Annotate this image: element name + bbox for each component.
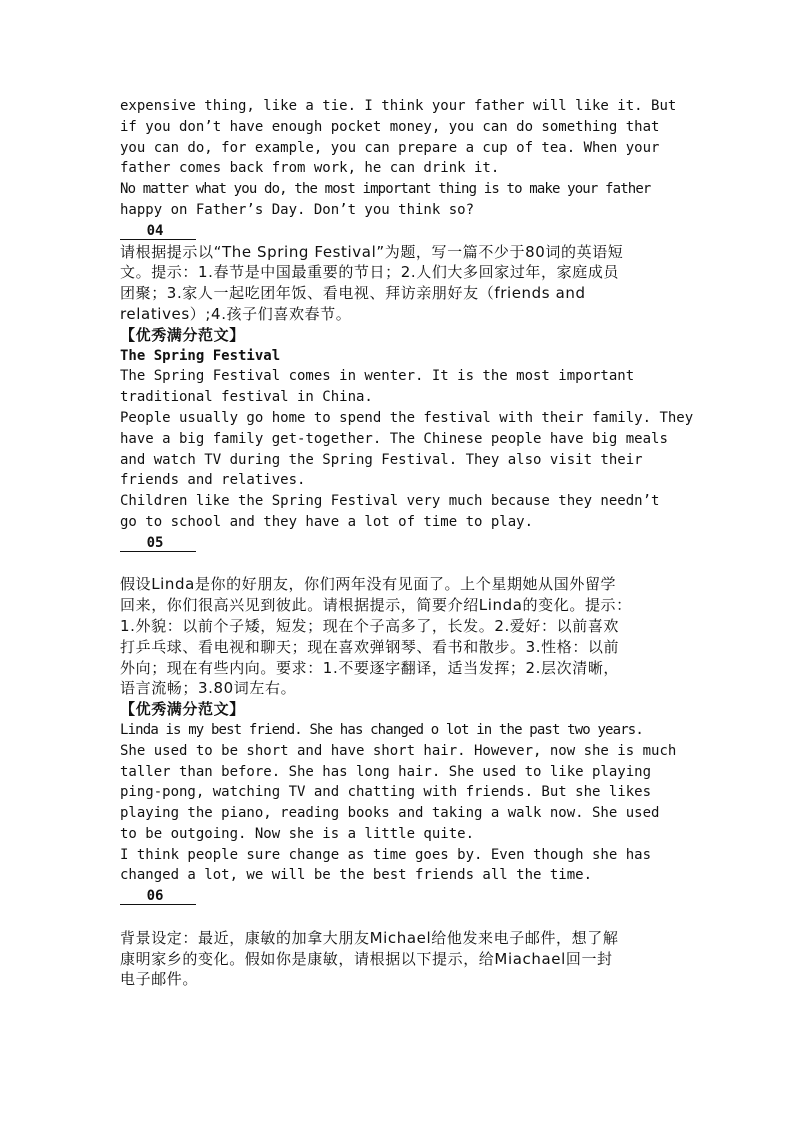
q06-prompt-line: 电子邮件。 [120,970,199,989]
q05-prompt-line: 外向；现在有些内向。要求：1.不要逐字翻译，适当发挥；2.层次清晰， [120,658,620,677]
q06-prompt-line: 康明家乡的变化。假如你是康敏，请根据以下提示，给Miachael回一封 [120,949,613,968]
question-number-04 [120,221,690,242]
q04-essay-line: and watch TV during the Spring Festival. They also visit their [120,451,643,468]
intro-line: happy on Father’s Day. Don’t you think so? [120,201,475,218]
q04-essay-line: The Spring Festival comes in wenter. It is the most important [120,368,635,385]
q05-essay-line: changed a lot, we will be the best friends all the time. [120,867,593,884]
q05-essay-line: Linda is my best friend. She has changed o lot in the past two years. [120,721,643,738]
intro-line: No matter what you do, the most important thing is to make your father [120,181,651,198]
question-number: 04 [120,223,196,240]
q05-essay-line: playing the piano, reading books and taking a walk now. She used [120,805,660,822]
q05-prompt-line: 语言流畅；3.80词左右。 [120,679,297,698]
q04-prompt-line: 团聚；3.家人一起吃团年饭、看电视、拜访亲朋好友（friends and [120,284,586,303]
intro-line: if you don’t have enough pocket money, you can do something that [120,118,660,135]
q05-essay-line: I think people sure change as time goes by. Even though she has [120,846,652,863]
q05-essay-line: ping-pong, watching TV and chatting with friends. But she likes [120,784,652,801]
question-number: 06 [120,888,196,905]
q05-prompt-line: 打乒乓球、看电视和聊天；现在喜欢弹钢琴、看书和散步。3.性格：以前 [120,637,620,656]
intro-line: father comes back from work, he can drink it. [120,160,500,177]
q05-essay-line: to be outgoing. Now she is a little quite. [120,825,475,842]
q04-sample-heading: 【优秀满分范文】 [120,325,245,344]
intro-line: expensive thing, like a tie. I think your father will like it. But [120,98,677,114]
document-page [120,96,694,990]
spacer [120,907,690,928]
q04-essay-line: have a big family get-together. The Chinese people have big meals [120,430,668,447]
question-number-06 [120,886,690,907]
q04-essay-line: traditional festival in China. [120,389,373,406]
q04-essay-line: People usually go home to spend the festival with their family. They [120,409,694,426]
q04-essay-line: Children like the Spring Festival very much because they needn’t [120,493,660,510]
question-number-05 [120,533,690,554]
spacer [120,554,690,575]
q04-prompt-line: 文。提示：1.春节是中国最重要的节日；2.人们大多回家过年，家庭成员 [120,263,620,282]
question-number: 05 [120,535,196,552]
q05-essay-line: taller than before. She has long hair. She used to like playing [120,763,652,780]
q04-essay-line: friends and relatives. [120,472,306,489]
intro-line: you can do, for example, you can prepare a cup of tea. When your [120,139,660,156]
q05-essay-line: She used to be short and have short hair. However, now she is much [120,742,677,759]
q04-prompt-line: relatives）;4.孩子们喜欢春节。 [120,304,352,323]
q05-prompt-line: 回来，你们很高兴见到彼此。请根据提示，简要介绍Linda的变化。提示： [120,596,632,615]
q05-prompt-line: 1.外貌：以前个子矮，短发；现在个子高多了，长发。2.爱好：以前喜欢 [120,616,620,635]
q04-essay-line: go to school and they have a lot of time to play. [120,513,534,530]
q06-prompt-line: 背景设定：最近，康敏的加拿大朋友Michael给他发来电子邮件，想了解 [120,928,619,947]
q05-prompt-line: 假设Linda是你的好朋友，你们两年没有见面了。上个星期她从国外留学 [120,575,617,594]
q04-essay-title: The Spring Festival [120,347,281,364]
q05-sample-heading: 【优秀满分范文】 [120,700,245,719]
q04-prompt-line: 请根据提示以“The Spring Festival”为题，写一篇不少于80词的英语短 [120,242,624,261]
